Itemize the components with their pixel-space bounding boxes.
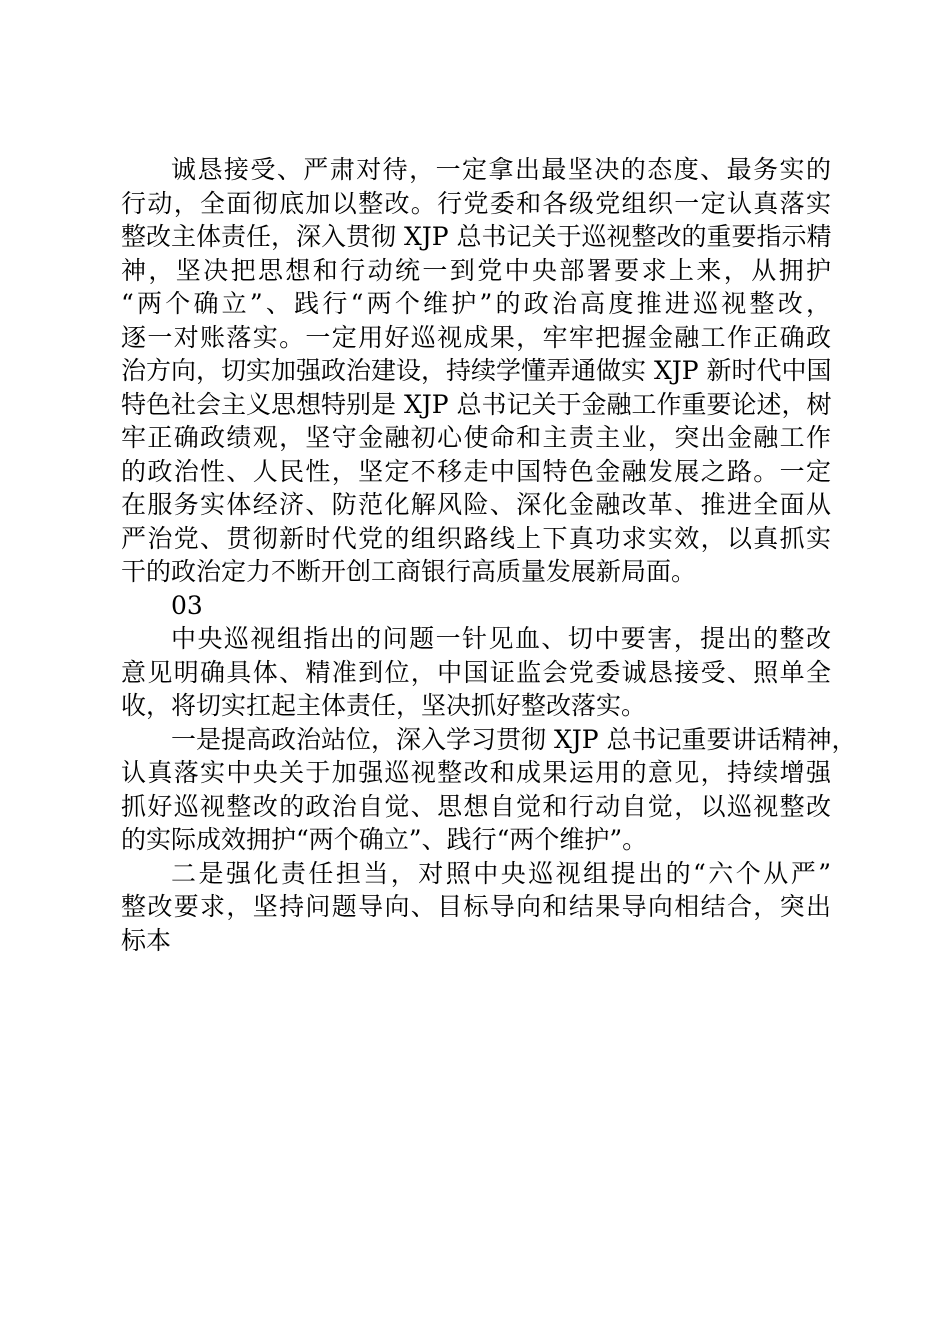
- paragraph-5: [121, 857, 831, 958]
- text-line: 标本: [121, 925, 172, 955]
- text-line: 严治党、贯彻新时代党的组织路线上下真功求实效，以真抓实: [121, 523, 831, 553]
- text-line: 的政治性、人民性，坚定不移走中国特色金融发展之路。一定: [121, 456, 831, 486]
- text-line: 二是强化责任担当，对照中央巡视组提出的“六个从严”: [171, 858, 831, 888]
- text-line: 行动，全面彻底加以整改。行党委和各级党组织一定认真落实: [121, 188, 831, 218]
- text-line: 特色社会主义思想特别是 XJP 总书记关于金融工作重要论述，树: [121, 389, 832, 419]
- text-line: 的实际成效拥护“两个确立”、践行“两个维护”。: [121, 825, 648, 854]
- text-line: 收，将切实扛起主体责任，坚决抓好整改落实。: [121, 691, 647, 720]
- paragraph-4: [121, 723, 857, 857]
- paragraph-3: [121, 622, 831, 723]
- text-line: 一是提高政治站位，深入学习贯彻 XJP 总书记重要讲话精神，: [171, 724, 857, 754]
- text-line: 整改主体责任，深入贯彻 XJP 总书记关于巡视整改的重要指示精: [121, 222, 832, 251]
- text-line: 神，坚决把思想和行动统一到党中央部署要求上来，从拥护: [121, 255, 831, 285]
- text-line: 中央巡视组指出的问题一针见血、切中要害，提出的整改: [171, 624, 831, 653]
- text-line: 03: [171, 590, 203, 620]
- text-line: “两个确立”、践行“两个维护”的政治高度推进巡视整改，: [121, 289, 831, 318]
- text-line: 抓好巡视整改的政治自觉、思想自觉和行动自觉，以巡视整改: [121, 791, 831, 821]
- text-line: 整改要求，坚持问题导向、目标导向和结果导向相结合，突出: [121, 892, 831, 921]
- text-line: 意见明确具体、精准到位，中国证监会党委诚恳接受、照单全: [121, 657, 831, 687]
- section-number: [121, 589, 831, 623]
- text-line: 逐一对账落实。一定用好巡视成果，牢牢把握金融工作正确政: [121, 322, 831, 352]
- text-line: 在服务实体经济、防范化解风险、深化金融改革、推进全面从: [121, 490, 831, 519]
- text-line: 干的政治定力不断开创工商银行高质量发展新局面。: [121, 557, 697, 586]
- text-line: 诚恳接受、严肃对待，一定拿出最坚决的态度、最务实的: [171, 155, 831, 184]
- text-line: 认真落实中央关于加强巡视整改和成果运用的意见，持续增强: [121, 758, 831, 787]
- text-line: 牢正确政绩观，坚守金融初心使命和主责主业，突出金融工作: [121, 423, 831, 452]
- text-line: 治方向，切实加强政治建设，持续学懂弄通做实 XJP 新时代中国: [121, 356, 832, 385]
- paragraph-1: [121, 153, 831, 589]
- document-body: [121, 153, 857, 957]
